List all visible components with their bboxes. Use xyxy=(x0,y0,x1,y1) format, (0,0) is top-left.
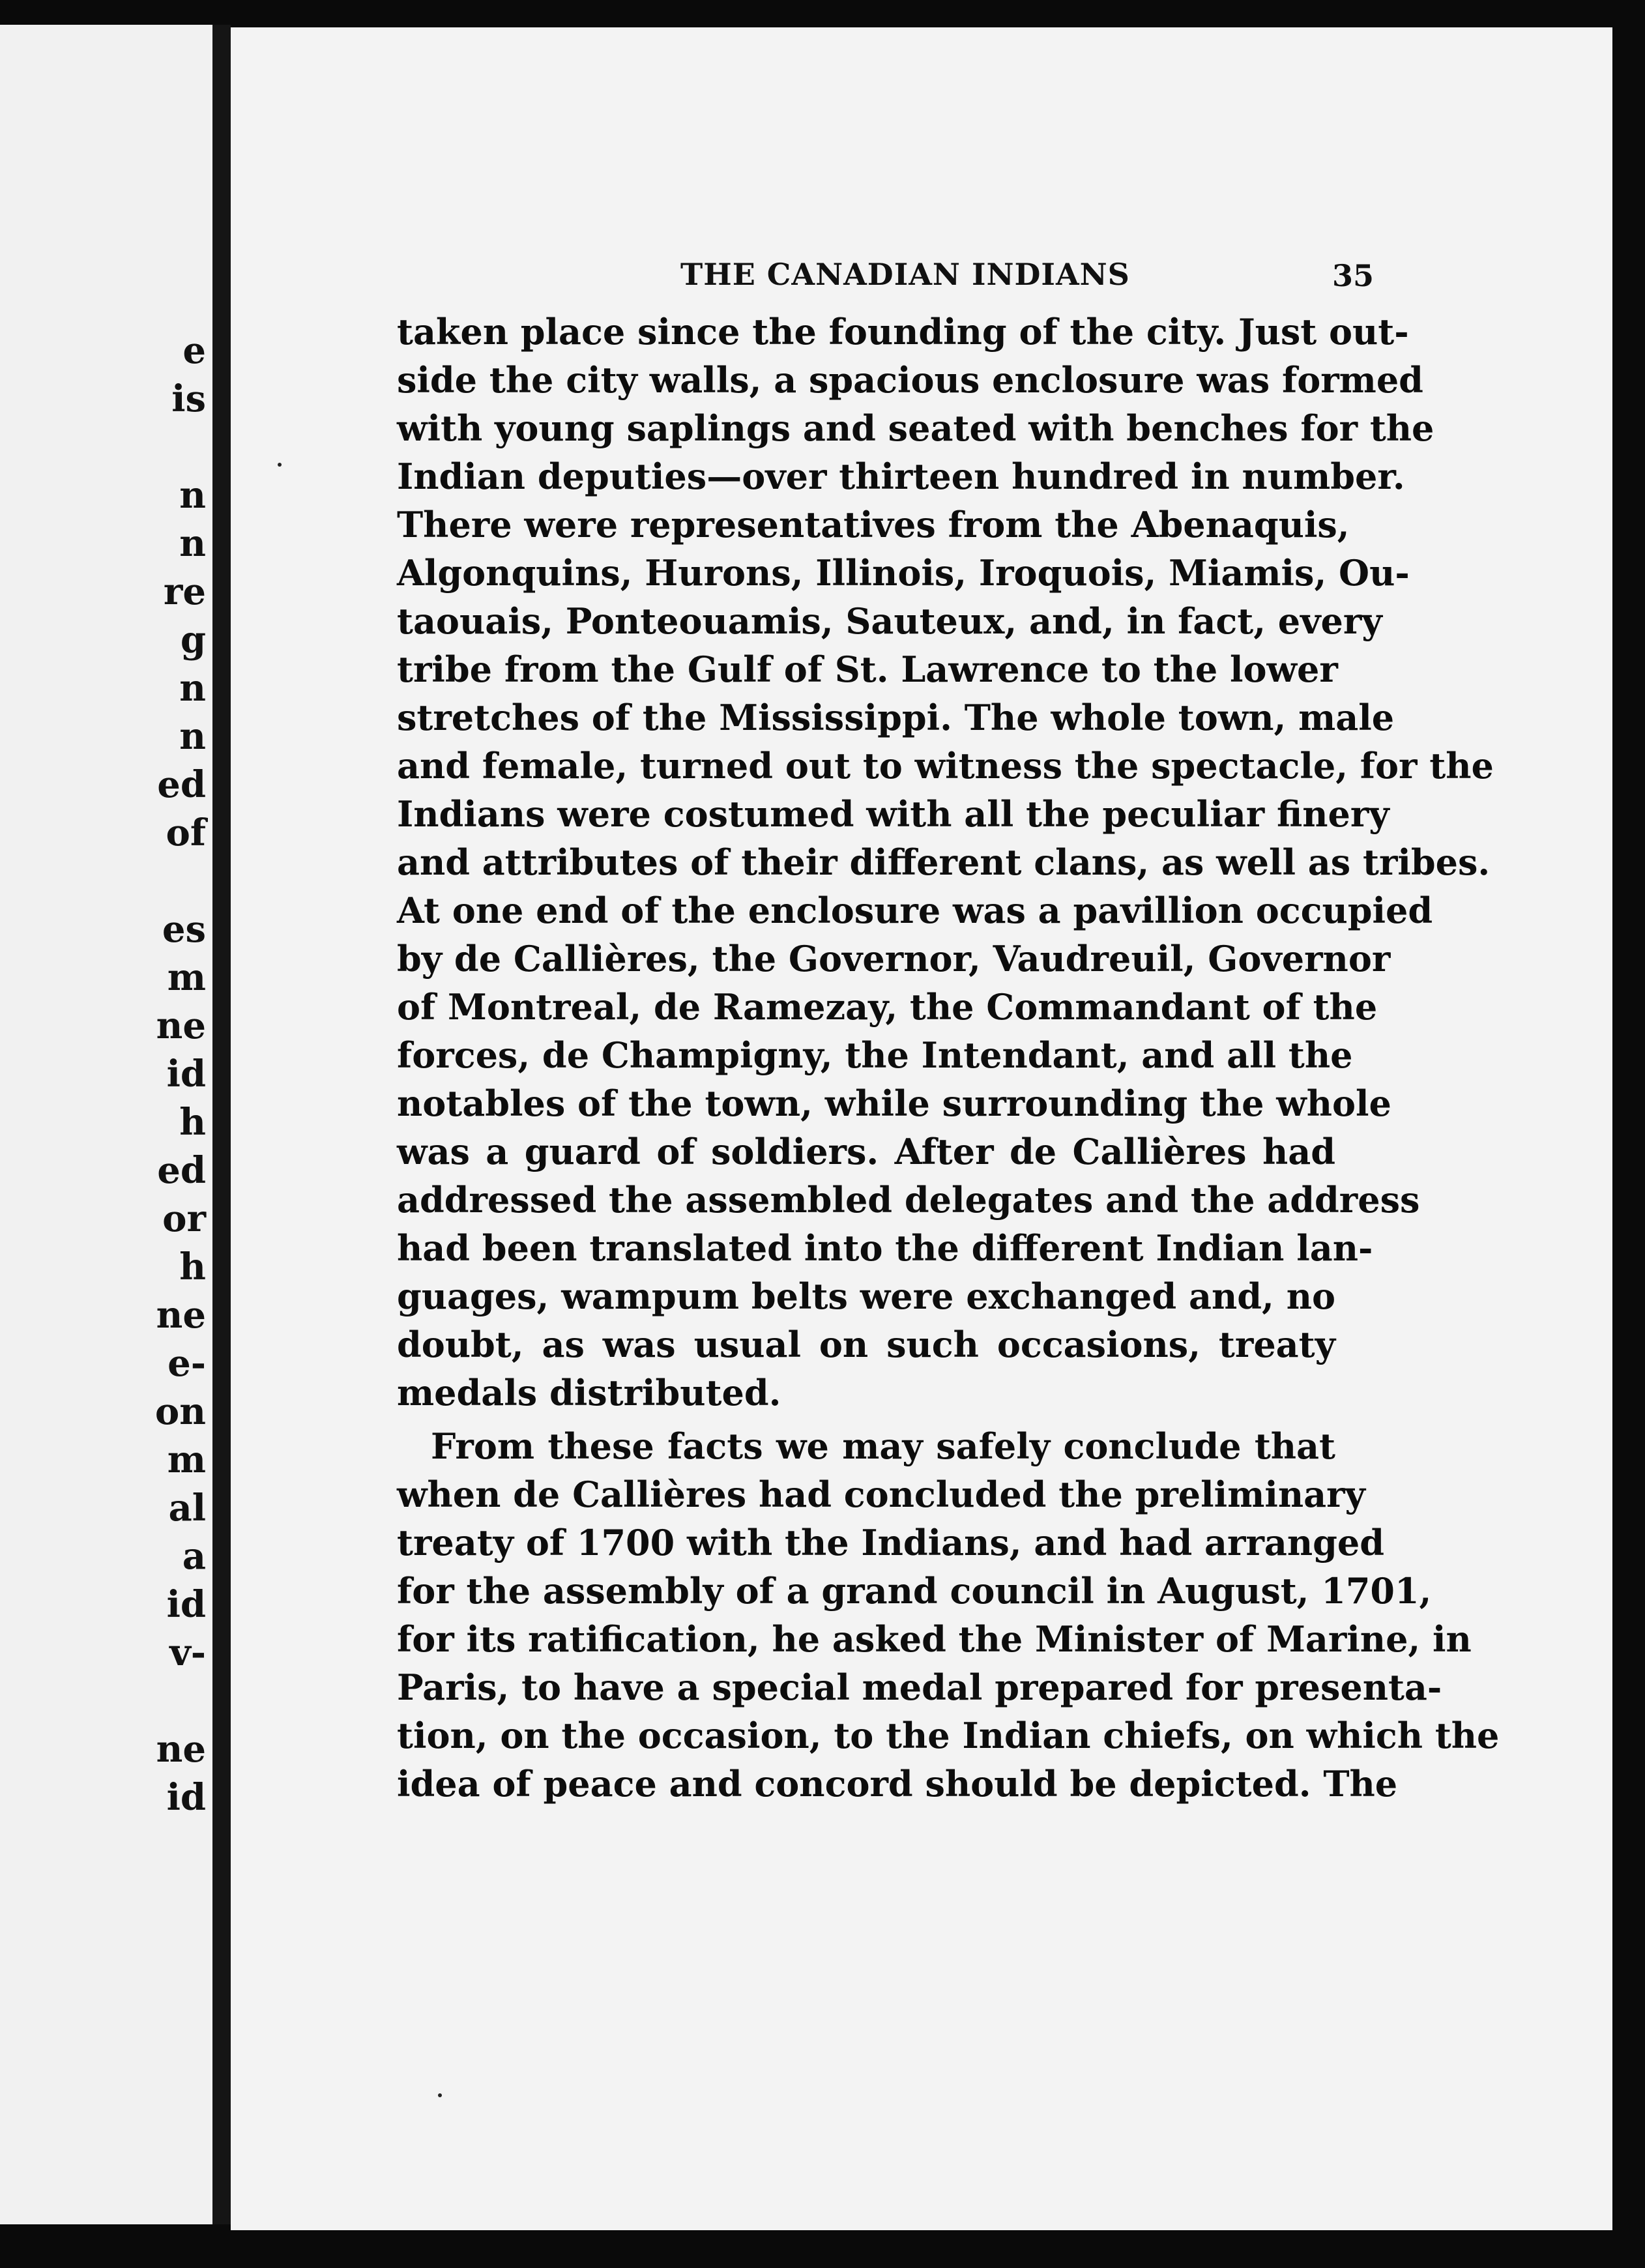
left-fragment: h xyxy=(179,1245,206,1288)
left-fragment: n xyxy=(179,522,206,565)
left-fragment: id xyxy=(166,1776,206,1819)
text-line: idea of peace and concord should be depicted. The xyxy=(397,1763,1398,1805)
text-line: had been translated into the different Indian lan- xyxy=(397,1227,1373,1269)
book-gutter xyxy=(212,25,231,2224)
left-page xyxy=(0,25,212,2224)
left-fragment: on xyxy=(154,1390,206,1433)
left-fragment: ne xyxy=(156,1728,206,1771)
left-fragment: id xyxy=(166,1583,206,1626)
paragraph xyxy=(397,308,1494,1417)
left-fragment: n xyxy=(179,474,206,517)
left-fragment: of xyxy=(166,811,206,854)
running-title: THE CANADIAN INDIANS xyxy=(680,257,1130,292)
text-line: addressed the assembled delegates and the address xyxy=(397,1179,1420,1221)
text-line: and female, turned out to witness the spectacle, for the xyxy=(397,745,1494,787)
left-fragment: v- xyxy=(169,1631,206,1674)
left-fragment: ne xyxy=(156,1294,206,1337)
left-fragment: h xyxy=(179,1101,206,1144)
left-fragment: m xyxy=(167,956,206,999)
text-line: At one end of the enclosure was a pavillion occupied xyxy=(397,890,1433,931)
left-fragment: n xyxy=(179,667,206,710)
text-line: From these facts we may safely conclude that xyxy=(431,1425,1335,1467)
text-line: was a guard of soldiers. After de Callières had xyxy=(397,1131,1335,1172)
scan-speck xyxy=(278,463,282,467)
text-line: Algonquins, Hurons, Illinois, Iroquois, Miamis, Ou- xyxy=(397,552,1410,594)
left-fragment: is xyxy=(171,377,206,420)
text-line: medals distributed. xyxy=(397,1372,781,1414)
left-fragment: g xyxy=(180,618,206,662)
text-line: for its ratification, he asked the Minister of Marine, in xyxy=(397,1618,1472,1660)
left-fragment: e- xyxy=(167,1342,206,1385)
text-line: Indians were costumed with all the peculiar finery xyxy=(397,793,1390,835)
text-line: tion, on the occasion, to the Indian chiefs, on which the xyxy=(397,1715,1500,1756)
left-fragment: e xyxy=(182,329,206,372)
text-line: guages, wampum belts were exchanged and, no xyxy=(397,1275,1335,1317)
text-line: There were representatives from the Abenaquis, xyxy=(397,504,1350,545)
body-text xyxy=(397,308,1500,1808)
page-header xyxy=(231,242,1612,295)
text-line: taken place since the founding of the city. Just out- xyxy=(397,311,1409,353)
left-fragment: es xyxy=(162,908,206,951)
text-line: side the city walls, a spacious enclosure was formed xyxy=(397,359,1423,401)
text-line: treaty of 1700 with the Indians, and had arranged xyxy=(397,1522,1385,1563)
paragraph xyxy=(397,1422,1500,1808)
text-line: Paris, to have a special medal prepared for presenta- xyxy=(397,1666,1442,1708)
text-line: doubt, as was usual on such occasions, treaty xyxy=(397,1324,1335,1365)
left-fragment: a xyxy=(182,1535,206,1578)
text-line: of Montreal, de Ramezay, the Commandant of the xyxy=(397,986,1378,1028)
text-line: and attributes of their different clans, as well as tribes. xyxy=(397,841,1491,883)
left-fragment: m xyxy=(167,1438,206,1481)
text-line: with young saplings and seated with benches for the xyxy=(397,407,1434,449)
left-fragment: al xyxy=(168,1487,206,1530)
left-fragment: id xyxy=(166,1053,206,1096)
page-number: 35 xyxy=(1332,258,1375,293)
text-line: forces, de Champigny, the Intendant, and all the xyxy=(397,1034,1353,1076)
text-line: taouais, Ponteouamis, Sauteux, and, in fact, every xyxy=(397,600,1382,642)
left-fragment: ne xyxy=(156,1004,206,1047)
text-line: Indian deputies—over thirteen hundred in number. xyxy=(397,456,1405,497)
paragraph-gap xyxy=(397,1417,1335,1422)
left-fragment: ed xyxy=(157,1149,206,1192)
left-fragment: ed xyxy=(157,763,206,806)
left-page-text-fragments xyxy=(0,25,212,2224)
right-page xyxy=(231,27,1612,2230)
text-line: when de Callières had concluded the preliminary xyxy=(397,1474,1365,1515)
left-fragment: or xyxy=(162,1197,206,1240)
text-line: tribe from the Gulf of St. Lawrence to the lower xyxy=(397,648,1338,690)
scan-speck xyxy=(438,2093,442,2097)
left-fragment: re xyxy=(163,570,206,613)
text-line: by de Callières, the Governor, Vaudreuil, Governor xyxy=(397,938,1391,980)
text-line: notables of the town, while surrounding the whole xyxy=(397,1083,1391,1124)
text-line: stretches of the Mississippi. The whole town, male xyxy=(397,697,1395,738)
text-line: for the assembly of a grand council in August, 1701, xyxy=(397,1570,1432,1612)
left-fragment: n xyxy=(179,715,206,758)
